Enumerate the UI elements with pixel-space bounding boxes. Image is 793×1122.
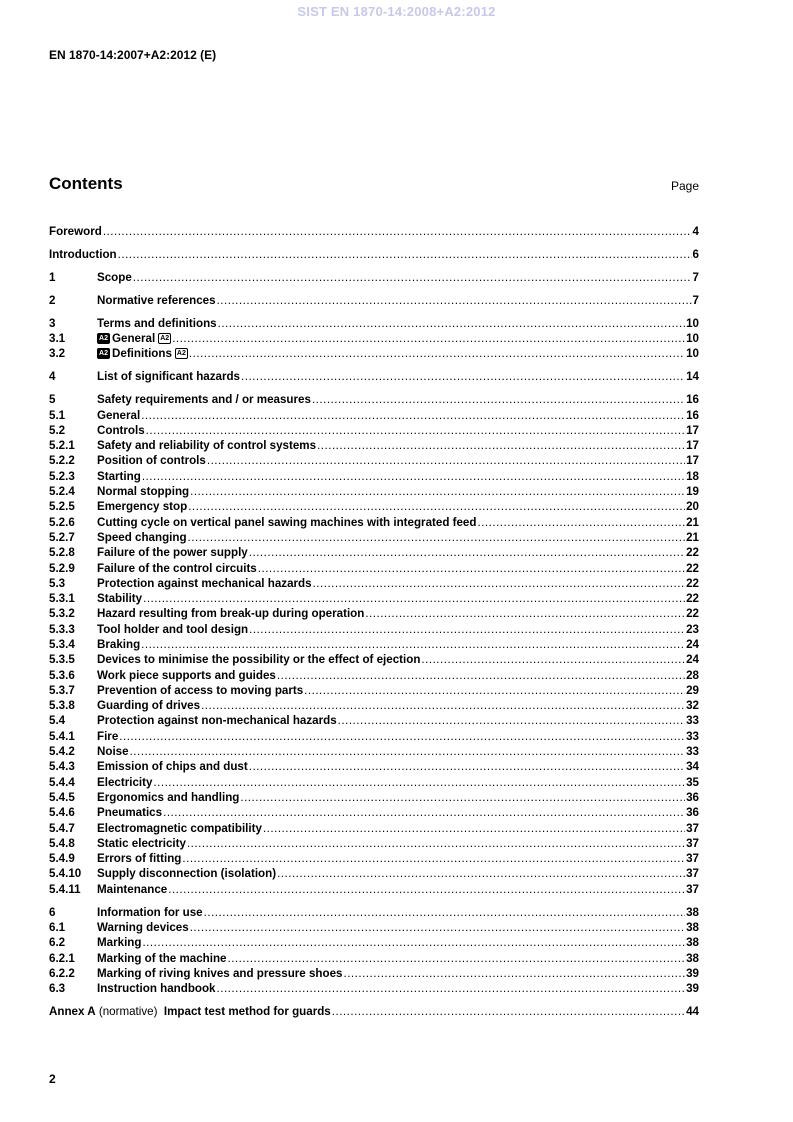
toc-entry-number: 5.1 xyxy=(49,408,66,422)
toc-entry[interactable] xyxy=(49,965,699,980)
toc-entry-number: 5.4.6 xyxy=(49,806,75,820)
toc-entry-number: 5.2.3 xyxy=(49,469,75,483)
toc-entry-text: Failure of the power supply xyxy=(97,546,248,560)
toc-entry-title xyxy=(97,776,152,789)
toc-entry[interactable] xyxy=(49,934,699,949)
toc-entry-number: 5.2.6 xyxy=(49,515,75,529)
toc-entry-number: 5.3 xyxy=(49,576,66,590)
dot-leader xyxy=(240,791,685,804)
toc-entry-number: 5 xyxy=(49,393,56,407)
toc-entry-page: 37 xyxy=(686,836,699,850)
toc-entry-number: 5.2.4 xyxy=(49,485,75,499)
toc-entry[interactable] xyxy=(49,1003,699,1018)
toc-entry-title xyxy=(97,332,171,345)
toc-entry-text: Supply disconnection (isolation) xyxy=(97,867,277,881)
toc-entry[interactable] xyxy=(49,727,699,742)
toc-entry[interactable] xyxy=(49,605,699,620)
toc-entry-page: 24 xyxy=(686,653,699,667)
toc-entry-page: 28 xyxy=(686,668,699,682)
amendment-end-icon: A2 xyxy=(158,333,171,344)
toc-entry-number: 6.2.1 xyxy=(49,951,75,965)
toc-entry-title xyxy=(97,439,316,452)
dot-leader xyxy=(119,730,685,743)
toc-entry-text: Failure of the control circuits xyxy=(97,561,257,575)
toc-entry-number: 5.4.10 xyxy=(49,867,82,881)
toc-entry-page: 23 xyxy=(686,622,699,636)
toc-entry-text: Maintenance xyxy=(97,882,168,896)
toc-entry-text: Definitions xyxy=(112,347,172,361)
toc-entry-page: 37 xyxy=(686,852,699,866)
toc-entry-text: Normative references xyxy=(97,293,216,307)
toc-entry-title xyxy=(97,883,167,896)
toc-entry-page: 21 xyxy=(686,515,699,529)
toc-entry-number: 5.3.7 xyxy=(49,683,75,697)
toc-entry-page: 10 xyxy=(686,332,699,346)
toc-entry-page: 17 xyxy=(686,454,699,468)
toc-entry-page: 10 xyxy=(686,347,699,361)
toc-entry[interactable] xyxy=(49,666,699,681)
toc-entry-title xyxy=(97,562,257,575)
toc-entry-page: 4 xyxy=(692,225,699,239)
page-column-label: Page xyxy=(670,179,699,193)
toc-entry-number: 5.3.3 xyxy=(49,622,75,636)
toc-entry-title xyxy=(97,546,248,559)
toc-entry-title xyxy=(97,531,187,544)
dot-leader xyxy=(103,225,692,238)
toc-entry-text: Guarding of drives xyxy=(97,699,201,713)
page-number: 2 xyxy=(49,1072,56,1086)
toc-entry-text: Starting xyxy=(97,469,141,483)
toc-entry-text: Scope xyxy=(97,271,132,285)
toc-entry-text: Position of controls xyxy=(97,454,206,468)
toc-entry-page: 38 xyxy=(686,936,699,950)
toc-entry-number: 5.4.11 xyxy=(49,882,81,896)
toc-entry-title xyxy=(97,607,364,620)
toc-entry-title xyxy=(97,745,129,758)
toc-entry-text: Safety and reliability of control systems xyxy=(97,439,317,453)
toc-entry-title xyxy=(97,393,311,406)
toc-entry-text: Emergency stop xyxy=(97,500,188,514)
toc-entry-page: 22 xyxy=(686,607,699,621)
toc-entry[interactable] xyxy=(49,651,699,666)
toc-entry-title xyxy=(49,1005,331,1018)
toc-entry-page: 29 xyxy=(686,683,699,697)
dot-leader xyxy=(249,546,685,559)
toc-entry[interactable] xyxy=(49,620,699,635)
toc-entry-number: 5.2.2 xyxy=(49,454,75,468)
dot-leader xyxy=(218,317,685,330)
toc-entry-page: 39 xyxy=(686,966,699,980)
toc-entry[interactable] xyxy=(49,559,699,574)
toc-entry[interactable] xyxy=(49,330,699,345)
toc-entry[interactable] xyxy=(49,391,699,406)
toc-entry-text: Devices to minimise the possibility or the effect of ejection xyxy=(97,653,421,667)
toc-entry-title xyxy=(97,271,132,284)
toc-entry-title xyxy=(49,248,117,261)
dot-leader xyxy=(133,271,692,284)
toc-entry[interactable] xyxy=(49,544,699,559)
toc-entry-page: 21 xyxy=(686,530,699,544)
toc-entry[interactable] xyxy=(49,406,699,421)
toc-entry-text: Safety requirements and / or measures xyxy=(97,393,311,407)
toc-entry-text: General xyxy=(112,332,156,346)
toc-entry[interactable] xyxy=(49,682,699,697)
toc-entry-number: 5.2.8 xyxy=(49,546,75,560)
toc-entry-page: 37 xyxy=(686,867,699,881)
toc-entry-title xyxy=(97,852,181,865)
toc-entry-number: 5.2.1 xyxy=(49,439,75,453)
toc-entry[interactable] xyxy=(49,529,699,544)
dot-leader xyxy=(421,653,685,666)
toc-entry-page: 32 xyxy=(686,699,699,713)
toc-entry[interactable] xyxy=(49,980,699,995)
toc-entry-page: 7 xyxy=(692,271,699,285)
dot-leader xyxy=(187,837,685,850)
dot-leader xyxy=(332,1005,685,1018)
toc-entry-number: 3.2 xyxy=(49,347,66,361)
toc-entry[interactable] xyxy=(49,467,699,482)
toc-entry-title xyxy=(97,967,342,980)
toc-entry-title xyxy=(97,867,276,880)
toc-entry-number: 5.4.7 xyxy=(49,821,75,835)
toc-entry-number: 5.4.1 xyxy=(49,729,75,743)
dot-leader xyxy=(365,607,685,620)
toc-entry[interactable] xyxy=(49,483,699,498)
toc-entry-number: 5.4.4 xyxy=(49,775,75,789)
toc-entry-text: Terms and definitions xyxy=(97,316,217,330)
toc-entry-number: 5.4.3 xyxy=(49,760,75,774)
toc-entry-title xyxy=(97,822,262,835)
toc-entry-text: Cutting cycle on vertical panel sawing machines with integrated feed xyxy=(97,515,477,529)
dot-leader xyxy=(142,470,685,483)
toc-entry-text: Warning devices xyxy=(97,920,189,934)
toc-entry-page: 18 xyxy=(686,469,699,483)
dot-leader xyxy=(317,439,685,452)
dot-leader xyxy=(313,577,686,590)
toc-entry-title xyxy=(97,730,118,743)
toc-entry-page: 35 xyxy=(686,775,699,789)
toc-entry-page: 39 xyxy=(686,982,699,996)
toc-entry-title xyxy=(97,699,200,712)
dot-leader xyxy=(249,760,685,773)
dot-leader xyxy=(263,822,685,835)
toc-entry-number: 5.4.5 xyxy=(49,790,75,804)
toc-entry-number: 5.4.9 xyxy=(49,852,75,866)
dot-leader xyxy=(141,638,685,651)
toc-entry[interactable] xyxy=(49,575,699,590)
toc-entry-text: Tool holder and tool design xyxy=(97,622,249,636)
dot-leader xyxy=(217,982,686,995)
toc-entry[interactable] xyxy=(49,819,699,834)
dot-leader xyxy=(146,424,685,437)
dot-leader xyxy=(312,393,685,406)
dot-leader xyxy=(277,867,685,880)
toc-entry-page: 37 xyxy=(686,821,699,835)
toc-entry[interactable] xyxy=(49,498,699,513)
toc-entry[interactable] xyxy=(49,368,699,383)
toc-entry-text: Protection against non-mechanical hazards xyxy=(97,714,337,728)
toc-entry-text: Marking xyxy=(97,936,142,950)
dot-leader xyxy=(277,669,685,682)
toc-entry-title xyxy=(97,806,162,819)
toc-entry-number: 5.3.8 xyxy=(49,699,75,713)
document-identifier: EN 1870-14:2007+A2:2012 (E) xyxy=(49,48,217,62)
toc-entry-text: Emission of chips and dust xyxy=(97,760,248,774)
toc-entry-page: 36 xyxy=(686,806,699,820)
toc-entry-number: 6.3 xyxy=(49,982,66,996)
amendment-start-icon: A2 xyxy=(97,333,110,344)
toc-entry-page: 38 xyxy=(686,951,699,965)
toc-entry-text: Ergonomics and handling xyxy=(97,790,240,804)
toc-entry-title xyxy=(97,982,216,995)
dot-leader xyxy=(188,500,685,513)
toc-entry-page: 16 xyxy=(686,408,699,422)
dot-leader xyxy=(304,684,685,697)
toc-entry-title xyxy=(97,317,217,330)
toc-entry-page: 22 xyxy=(686,576,699,590)
toc-entry-title xyxy=(97,837,186,850)
toc-entry-text: Electromagnetic compatibility xyxy=(97,821,262,835)
toc-entry-number: 5.3.5 xyxy=(49,653,75,667)
toc-entry-page: 19 xyxy=(686,485,699,499)
toc-entry[interactable] xyxy=(49,422,699,437)
dot-leader xyxy=(204,906,685,919)
toc-entry-title xyxy=(97,906,203,919)
table-of-contents xyxy=(49,223,699,1018)
dot-leader xyxy=(227,952,685,965)
toc-entry[interactable] xyxy=(49,345,699,360)
toc-entry[interactable] xyxy=(49,880,699,895)
toc-entry[interactable] xyxy=(49,903,699,918)
dot-leader xyxy=(343,967,685,980)
toc-entry[interactable] xyxy=(49,865,699,880)
toc-entry-text: Electricity xyxy=(97,775,153,789)
toc-entry[interactable] xyxy=(49,712,699,727)
toc-entry-title xyxy=(97,669,276,682)
dot-leader xyxy=(141,409,685,422)
toc-entry-page: 33 xyxy=(686,729,699,743)
toc-entry-page: 10 xyxy=(686,316,699,330)
toc-entry-page: 22 xyxy=(686,546,699,560)
toc-entry-text: Pneumatics xyxy=(97,806,163,820)
toc-entry-number: 4 xyxy=(49,370,56,384)
toc-entry[interactable] xyxy=(49,850,699,865)
toc-entry-number: 5.2.7 xyxy=(49,530,75,544)
toc-entry-page: 14 xyxy=(686,370,699,384)
toc-entry-title xyxy=(97,623,248,636)
toc-entry-number: 5.3.1 xyxy=(49,592,75,606)
toc-entry[interactable] xyxy=(49,269,699,284)
toc-entry-number: 5.4 xyxy=(49,714,66,728)
toc-entry-number: 6 xyxy=(49,905,56,919)
toc-entry-text: Marking of riving knives and pressure shoes xyxy=(97,966,343,980)
toc-entry[interactable] xyxy=(49,835,699,850)
toc-entry-title xyxy=(97,638,140,651)
toc-entry[interactable] xyxy=(49,789,699,804)
toc-entry-text: Noise xyxy=(97,745,129,759)
toc-entry-text: Prevention of access to moving parts xyxy=(97,683,304,697)
toc-entry-title xyxy=(97,592,142,605)
toc-entry[interactable] xyxy=(49,919,699,934)
toc-entry-text: Information for use xyxy=(97,905,203,919)
toc-entry-number: 5.2.9 xyxy=(49,561,75,575)
toc-entry-title xyxy=(97,370,240,383)
toc-entry-text: Introduction xyxy=(49,248,117,262)
toc-entry[interactable] xyxy=(49,315,699,330)
dot-leader xyxy=(189,347,685,360)
toc-entry-title xyxy=(97,714,337,727)
contents-heading: Contents xyxy=(49,174,123,193)
toc-entry[interactable] xyxy=(49,292,699,307)
toc-entry-page: 17 xyxy=(686,423,699,437)
toc-entry[interactable] xyxy=(49,636,699,651)
toc-entry-page: 44 xyxy=(686,1005,699,1018)
dot-leader xyxy=(153,776,685,789)
toc-entry-number: 6.1 xyxy=(49,920,66,934)
dot-leader xyxy=(258,562,685,575)
toc-entry-page: 36 xyxy=(686,790,699,804)
toc-entry[interactable] xyxy=(49,452,699,467)
toc-entry[interactable] xyxy=(49,758,699,773)
toc-entry-text: General xyxy=(97,408,141,422)
toc-entry-page: 7 xyxy=(692,293,699,307)
toc-entry[interactable] xyxy=(49,949,699,964)
toc-entry-number: 3 xyxy=(49,316,56,330)
dot-leader xyxy=(118,248,692,261)
toc-entry-title xyxy=(97,347,188,360)
toc-entry-text: Braking xyxy=(97,637,141,651)
toc-entry-page: 20 xyxy=(686,500,699,514)
toc-entry[interactable] xyxy=(49,437,699,452)
dot-leader xyxy=(143,592,685,605)
toc-entry-page: 37 xyxy=(686,882,699,896)
dot-leader xyxy=(217,294,692,307)
dot-leader xyxy=(168,883,685,896)
toc-entry[interactable] xyxy=(49,697,699,712)
toc-entry-page: 38 xyxy=(686,920,699,934)
toc-entry-number: 6.2 xyxy=(49,936,66,950)
toc-entry-number: 5.2.5 xyxy=(49,500,75,514)
toc-entry-text: Hazard resulting from break-up during operation xyxy=(97,607,365,621)
toc-entry-text: Protection against mechanical hazards xyxy=(97,576,312,590)
dot-leader xyxy=(477,516,685,529)
toc-entry-title xyxy=(97,760,248,773)
toc-entry-number: 6.2.2 xyxy=(49,966,75,980)
toc-entry-page: 17 xyxy=(686,439,699,453)
toc-entry-title xyxy=(97,454,206,467)
toc-entry-page: 34 xyxy=(686,760,699,774)
toc-entry-text: Instruction handbook xyxy=(97,982,216,996)
toc-entry-title xyxy=(97,936,141,949)
toc-entry-number: 3.1 xyxy=(49,332,66,346)
toc-entry[interactable] xyxy=(49,743,699,758)
watermark: SIST EN 1870-14:2008+A2:2012 xyxy=(297,4,496,19)
toc-entry-text: Work piece supports and guides xyxy=(97,668,276,682)
toc-entry-title xyxy=(97,424,145,437)
toc-entry-page: 24 xyxy=(686,637,699,651)
toc-entry-text: Speed changing xyxy=(97,530,187,544)
dot-leader xyxy=(207,454,685,467)
toc-entry[interactable] xyxy=(49,590,699,605)
dot-leader xyxy=(190,921,685,934)
toc-entry[interactable] xyxy=(49,804,699,819)
toc-entry-page: 38 xyxy=(686,905,699,919)
dot-leader xyxy=(163,806,685,819)
toc-entry-text: Controls xyxy=(97,423,145,437)
toc-entry-title xyxy=(97,921,189,934)
toc-entry-title xyxy=(97,470,141,483)
toc-entry-number: 5.4.8 xyxy=(49,836,75,850)
toc-entry-title xyxy=(97,952,226,965)
toc-entry-title xyxy=(97,653,420,666)
dot-leader xyxy=(201,699,685,712)
toc-entry-title xyxy=(97,577,312,590)
toc-entry-text: Stability xyxy=(97,592,143,606)
toc-entry-text: Foreword xyxy=(49,225,102,239)
toc-entry-text: Marking of the machine xyxy=(97,951,227,965)
toc-entry[interactable] xyxy=(49,246,699,261)
toc-entry-title xyxy=(97,409,140,422)
toc-entry-text: Static electricity xyxy=(97,836,186,850)
toc-entry-text: Errors of fitting xyxy=(97,852,182,866)
toc-entry-page: 33 xyxy=(686,714,699,728)
toc-entry-title xyxy=(97,500,187,513)
dot-leader xyxy=(182,852,685,865)
dot-leader xyxy=(338,714,685,727)
toc-entry-number: 5.3.6 xyxy=(49,668,75,682)
toc-entry-text: List of significant hazards xyxy=(97,370,241,384)
toc-entry-number: 5.2 xyxy=(49,423,66,437)
amendment-start-icon: A2 xyxy=(97,348,110,359)
toc-entry-page: 22 xyxy=(686,592,699,606)
toc-entry[interactable] xyxy=(49,773,699,788)
toc-entry-page: 33 xyxy=(686,745,699,759)
dot-leader xyxy=(172,332,685,345)
amendment-end-icon: A2 xyxy=(175,348,188,359)
toc-entry[interactable] xyxy=(49,223,699,238)
dot-leader xyxy=(249,623,685,636)
toc-entry-title xyxy=(49,225,102,238)
annex-type: (normative) xyxy=(95,1005,164,1018)
toc-entry-page: 16 xyxy=(686,393,699,407)
toc-entry-title xyxy=(97,485,189,498)
toc-entry-number: 5.3.4 xyxy=(49,637,75,651)
toc-entry-title xyxy=(97,516,476,529)
dot-leader xyxy=(188,531,686,544)
annex-title: Impact test method for guards xyxy=(163,1005,331,1018)
toc-entry-title xyxy=(97,684,303,697)
toc-entry-number: 5.4.2 xyxy=(49,745,75,759)
toc-entry-text: Normal stopping xyxy=(97,485,190,499)
toc-entry-page: 6 xyxy=(692,248,699,262)
toc-entry-number: 1 xyxy=(49,271,56,285)
toc-entry-page: 22 xyxy=(686,561,699,575)
toc-entry-text: Annex A xyxy=(49,1005,96,1018)
dot-leader xyxy=(190,485,685,498)
dot-leader xyxy=(241,370,685,383)
toc-entry-title xyxy=(97,294,216,307)
dot-leader xyxy=(142,936,685,949)
dot-leader xyxy=(130,745,686,758)
toc-entry-number: 5.3.2 xyxy=(49,607,75,621)
toc-entry[interactable] xyxy=(49,513,699,528)
toc-entry-text: Fire xyxy=(97,729,119,743)
toc-entry-title xyxy=(97,791,239,804)
toc-entry-number: 2 xyxy=(49,293,56,307)
